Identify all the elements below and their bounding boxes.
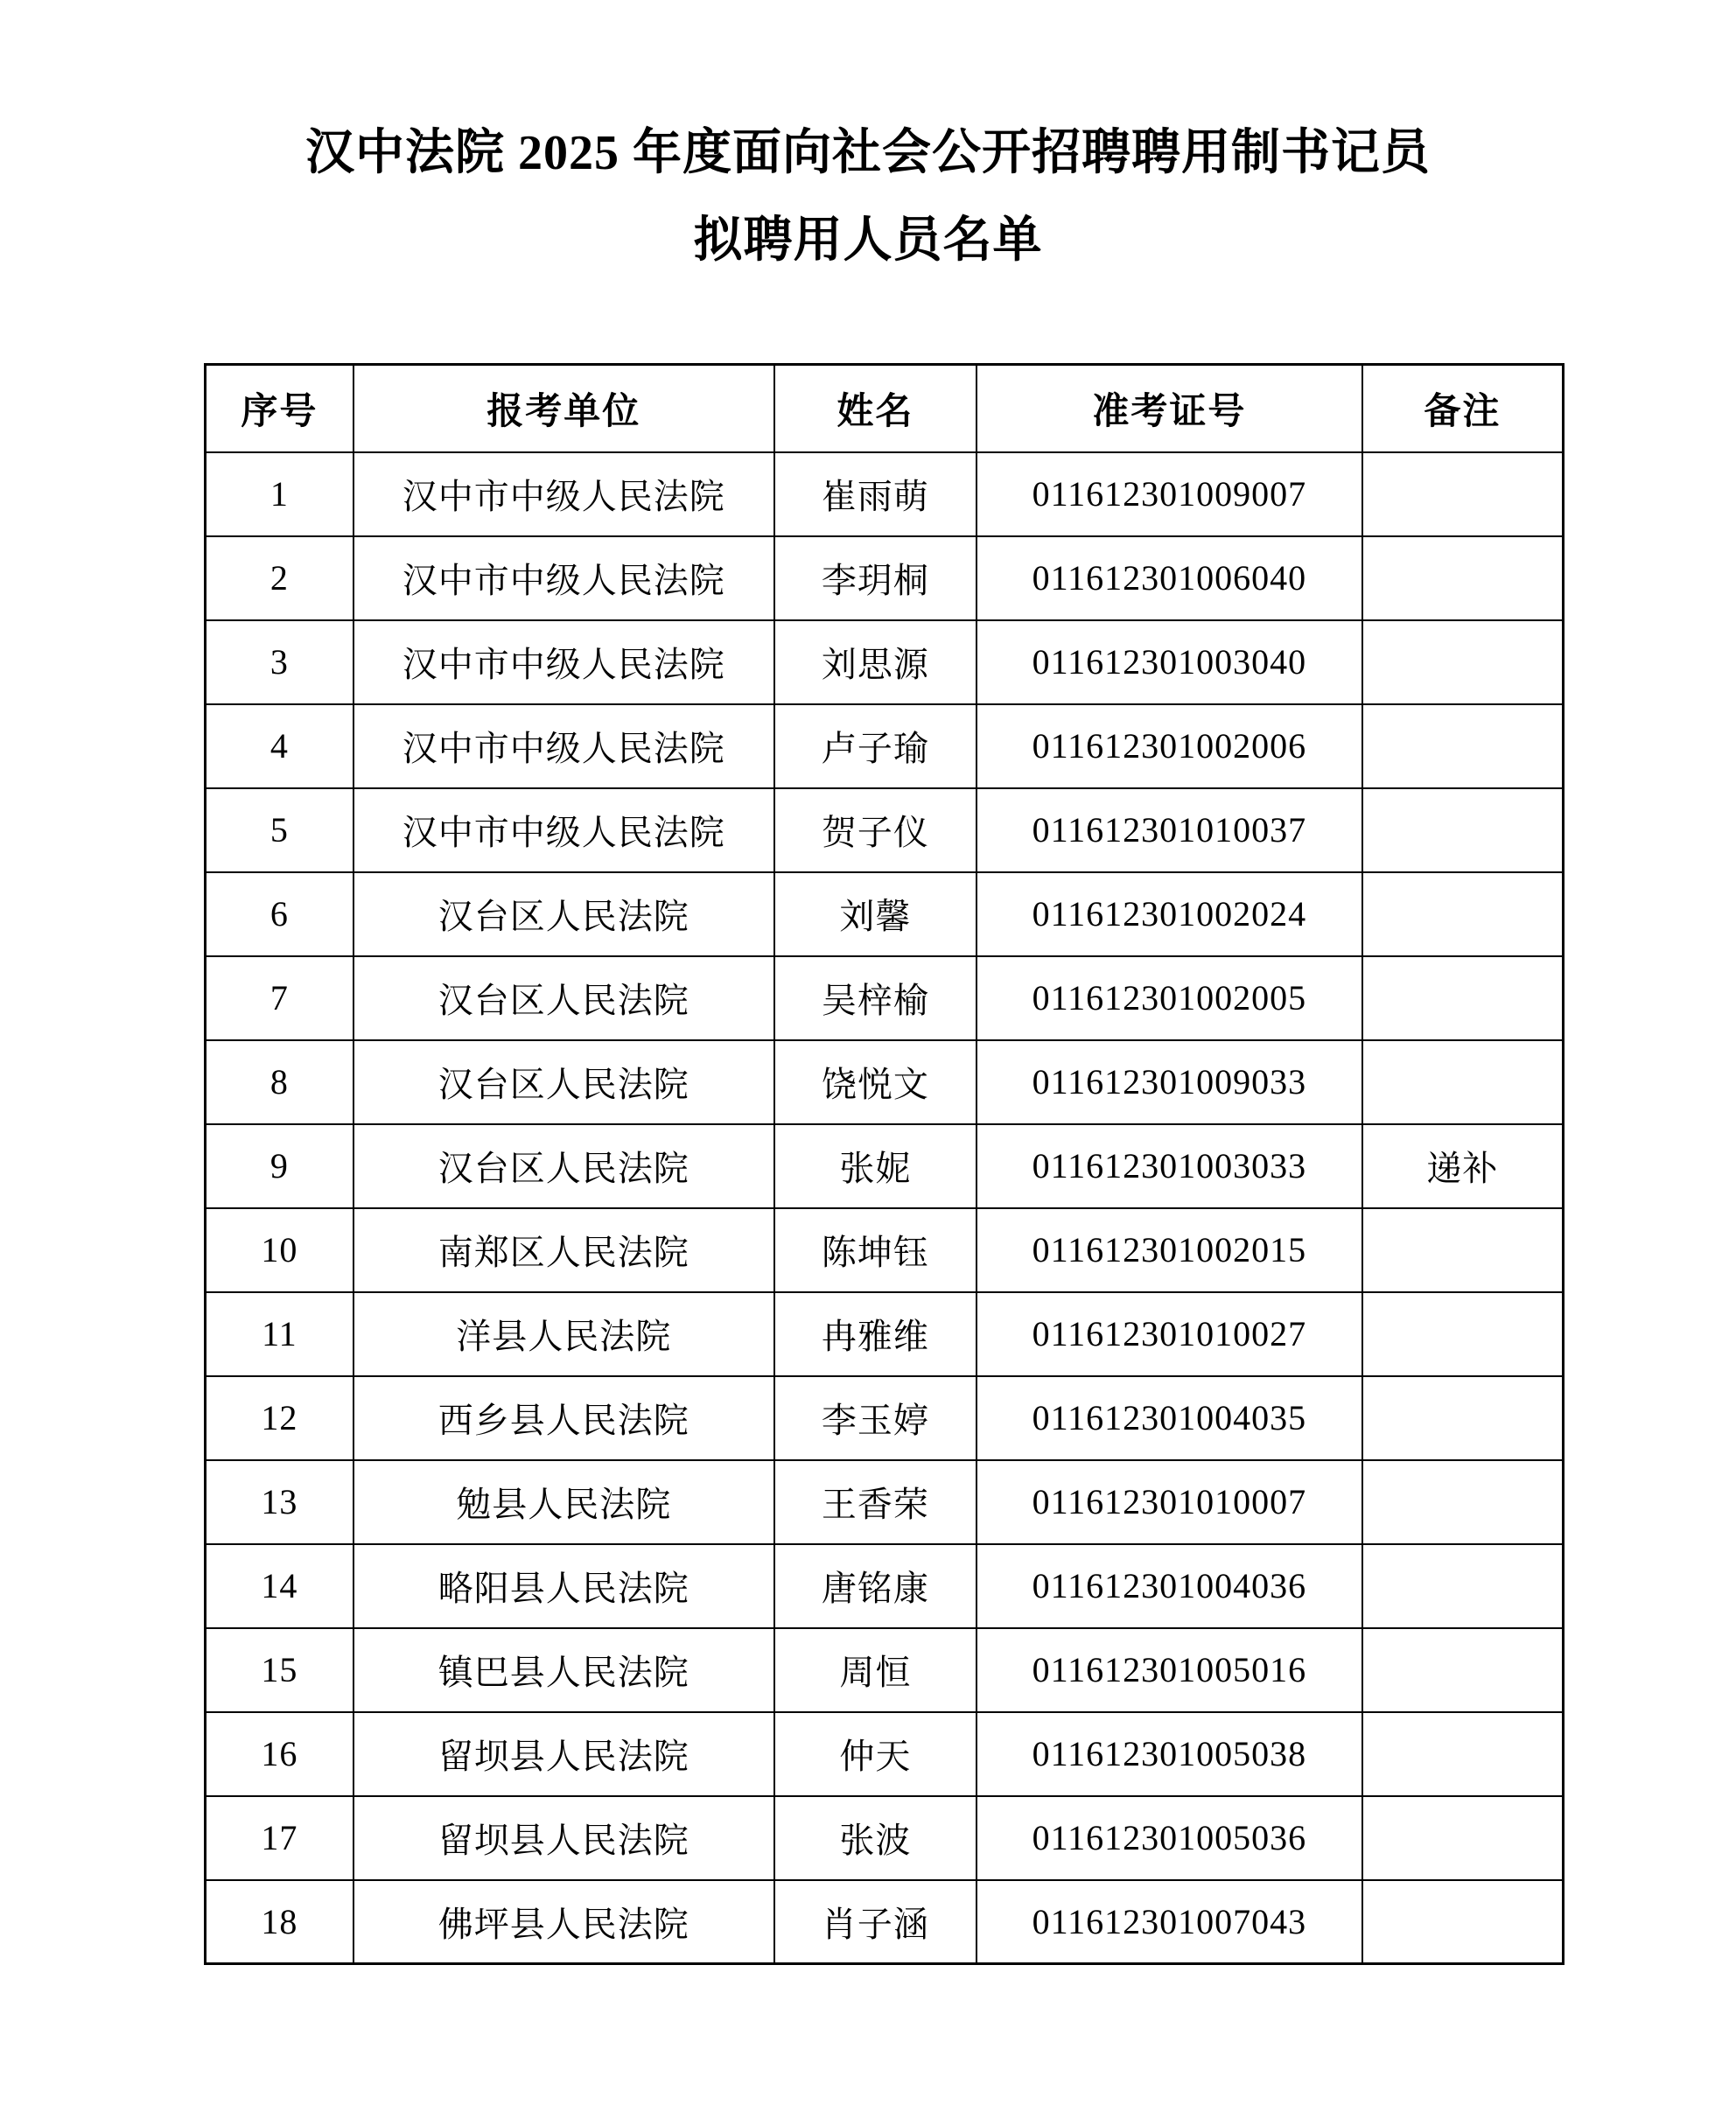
cell-unit: 汉中市中级人民法院 <box>354 620 774 704</box>
cell-note <box>1362 1376 1564 1460</box>
cell-name: 冉雅维 <box>774 1292 976 1376</box>
cell-name: 肖子涵 <box>774 1880 976 1964</box>
cell-note <box>1362 872 1564 956</box>
cell-name: 刘思源 <box>774 620 976 704</box>
cell-no: 7 <box>206 956 354 1040</box>
cell-note <box>1362 1712 1564 1796</box>
table-row <box>206 704 1564 788</box>
table-row <box>206 1544 1564 1628</box>
cell-unit: 镇巴县人民法院 <box>354 1628 774 1712</box>
cell-unit: 佛坪县人民法院 <box>354 1880 774 1964</box>
document-title-line1: 汉中法院 2025 年度面向社会公开招聘聘用制书记员 <box>305 126 1431 180</box>
table-row <box>206 1292 1564 1376</box>
cell-ticket: 011612301009007 <box>976 452 1362 536</box>
cell-note <box>1362 704 1564 788</box>
cell-no: 11 <box>206 1292 354 1376</box>
cell-note <box>1362 1796 1564 1880</box>
cell-no: 3 <box>206 620 354 704</box>
cell-unit: 汉台区人民法院 <box>354 956 774 1040</box>
cell-unit: 勉县人民法院 <box>354 1460 774 1544</box>
cell-ticket: 011612301009033 <box>976 1040 1362 1124</box>
cell-ticket: 011612301002024 <box>976 872 1362 956</box>
cell-ticket: 011612301004035 <box>976 1376 1362 1460</box>
cell-ticket: 011612301002015 <box>976 1208 1362 1292</box>
table-row <box>206 452 1564 536</box>
table-header-row <box>206 365 1564 452</box>
cell-ticket: 011612301010037 <box>976 788 1362 872</box>
cell-name: 唐铭康 <box>774 1544 976 1628</box>
col-header-note: 备注 <box>1362 365 1564 452</box>
cell-unit: 汉中市中级人民法院 <box>354 704 774 788</box>
cell-ticket: 011612301005016 <box>976 1628 1362 1712</box>
cell-ticket: 011612301005038 <box>976 1712 1362 1796</box>
cell-ticket: 011612301002006 <box>976 704 1362 788</box>
cell-unit: 南郑区人民法院 <box>354 1208 774 1292</box>
col-header-no: 序号 <box>206 365 354 452</box>
cell-ticket: 011612301004036 <box>976 1544 1362 1628</box>
cell-name: 李玥桐 <box>774 536 976 620</box>
table-row <box>206 1124 1564 1208</box>
cell-name: 饶悦文 <box>774 1040 976 1124</box>
cell-ticket: 011612301002005 <box>976 956 1362 1040</box>
cell-no: 15 <box>206 1628 354 1712</box>
table-row <box>206 620 1564 704</box>
table-row <box>206 1880 1564 1964</box>
hire-roster-table <box>204 363 1564 1965</box>
col-header-ticket: 准考证号 <box>976 365 1362 452</box>
cell-ticket: 011612301007043 <box>976 1880 1362 1964</box>
table-row <box>206 1712 1564 1796</box>
cell-no: 10 <box>206 1208 354 1292</box>
cell-ticket: 011612301010027 <box>976 1292 1362 1376</box>
cell-unit: 汉台区人民法院 <box>354 1124 774 1208</box>
cell-note <box>1362 1208 1564 1292</box>
cell-unit: 略阳县人民法院 <box>354 1544 774 1628</box>
cell-no: 16 <box>206 1712 354 1796</box>
cell-no: 2 <box>206 536 354 620</box>
cell-unit: 汉中市中级人民法院 <box>354 536 774 620</box>
cell-unit: 留坝县人民法院 <box>354 1796 774 1880</box>
cell-no: 6 <box>206 872 354 956</box>
cell-no: 8 <box>206 1040 354 1124</box>
col-header-name: 姓名 <box>774 365 976 452</box>
cell-no: 12 <box>206 1376 354 1460</box>
cell-note <box>1362 1544 1564 1628</box>
cell-unit: 留坝县人民法院 <box>354 1712 774 1796</box>
cell-name: 刘馨 <box>774 872 976 956</box>
cell-note <box>1362 620 1564 704</box>
cell-name: 李玉婷 <box>774 1376 976 1460</box>
cell-note <box>1362 788 1564 872</box>
table-row <box>206 1208 1564 1292</box>
cell-name: 卢子瑜 <box>774 704 976 788</box>
table-row <box>206 1796 1564 1880</box>
cell-unit: 汉中市中级人民法院 <box>354 788 774 872</box>
cell-no: 13 <box>206 1460 354 1544</box>
cell-no: 9 <box>206 1124 354 1208</box>
cell-ticket: 011612301003040 <box>976 620 1362 704</box>
cell-name: 仲天 <box>774 1712 976 1796</box>
table-row <box>206 1628 1564 1712</box>
table-row <box>206 1376 1564 1460</box>
cell-note <box>1362 1460 1564 1544</box>
table-row <box>206 788 1564 872</box>
cell-note <box>1362 1040 1564 1124</box>
cell-unit: 汉中市中级人民法院 <box>354 452 774 536</box>
table-row <box>206 872 1564 956</box>
table-row <box>206 1460 1564 1544</box>
cell-no: 18 <box>206 1880 354 1964</box>
cell-unit: 洋县人民法院 <box>354 1292 774 1376</box>
cell-ticket: 011612301003033 <box>976 1124 1362 1208</box>
cell-note <box>1362 1628 1564 1712</box>
cell-note <box>1362 1292 1564 1376</box>
cell-ticket: 011612301010007 <box>976 1460 1362 1544</box>
cell-no: 1 <box>206 452 354 536</box>
cell-no: 5 <box>206 788 354 872</box>
table-body <box>206 452 1564 1964</box>
cell-no: 4 <box>206 704 354 788</box>
table-row <box>206 956 1564 1040</box>
document-title-line2: 拟聘用人员名单 <box>693 213 1043 268</box>
cell-ticket: 011612301005036 <box>976 1796 1362 1880</box>
cell-name: 崔雨萌 <box>774 452 976 536</box>
cell-name: 张妮 <box>774 1124 976 1208</box>
cell-no: 17 <box>206 1796 354 1880</box>
cell-name: 周恒 <box>774 1628 976 1712</box>
cell-name: 吴梓榆 <box>774 956 976 1040</box>
cell-name: 王香荣 <box>774 1460 976 1544</box>
col-header-unit: 报考单位 <box>354 365 774 452</box>
cell-note <box>1362 452 1564 536</box>
cell-no: 14 <box>206 1544 354 1628</box>
cell-name: 陈坤钰 <box>774 1208 976 1292</box>
cell-ticket: 011612301006040 <box>976 536 1362 620</box>
cell-name: 张波 <box>774 1796 976 1880</box>
table-row <box>206 536 1564 620</box>
table-row <box>206 1040 1564 1124</box>
cell-unit: 汉台区人民法院 <box>354 872 774 956</box>
cell-note <box>1362 1880 1564 1964</box>
cell-name: 贺子仪 <box>774 788 976 872</box>
cell-note: 递补 <box>1362 1124 1564 1208</box>
cell-note <box>1362 956 1564 1040</box>
cell-unit: 汉台区人民法院 <box>354 1040 774 1124</box>
cell-unit: 西乡县人民法院 <box>354 1376 774 1460</box>
cell-note <box>1362 536 1564 620</box>
